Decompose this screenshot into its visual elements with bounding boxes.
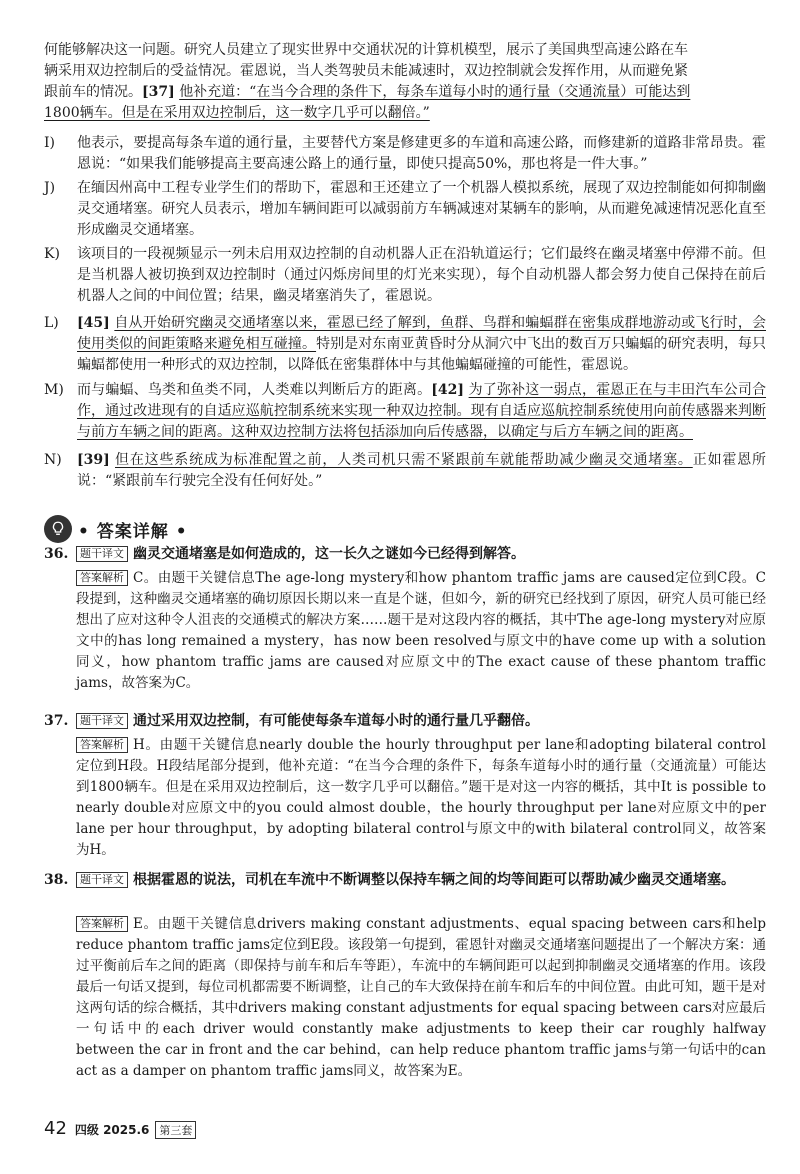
underlined-text: 1800辆车。但是在采用双边控制后，这一数字几乎可以翻倍。” bbox=[44, 105, 430, 121]
stem-translation-tag: 题干译文 bbox=[76, 546, 128, 562]
question-number: 37. bbox=[44, 713, 69, 729]
paragraph-i bbox=[44, 133, 766, 175]
page-footer bbox=[44, 1118, 196, 1139]
paragraph-n bbox=[44, 450, 766, 492]
page-number: 42 bbox=[44, 1118, 67, 1139]
stem-translation-tag: 题干译文 bbox=[76, 872, 128, 888]
stem-translation-tag: 题干译文 bbox=[76, 713, 128, 729]
answer-37 bbox=[76, 735, 766, 861]
underlined-text: 自从开始研究幽灵交通堵塞以来，霍恩已经了解到，鱼群、鸟群和蝙蝠群在密集成群地游动或飞行时，会使用类似的间距策略来避免相互碰撞。 bbox=[77, 315, 766, 352]
paragraph-label: N) bbox=[44, 452, 62, 468]
underlined-text: 但在这些系统成为标准配置之前，人类司机只需不紧跟前车就能帮助减少幽灵交通堵塞。 bbox=[115, 452, 693, 468]
volume-badge: 第三套 bbox=[155, 1121, 196, 1139]
lightbulb-icon bbox=[44, 515, 72, 543]
question-ref-39: [39] bbox=[77, 452, 110, 468]
underlined-text: 为了弥补这一弱点，霍恩正在与丰田汽车公司合作，通过改进现有的自适应巡航控制系统来实现一种双边控制。现有自适应巡航控制系统使用向前传感器来判断与前方车辆之间的距离。这种双边控制方法将包括添加向后传感器，以确定与后方车辆之间的距离。 bbox=[77, 382, 767, 440]
issue-label: 四级 2025.6 bbox=[74, 1123, 150, 1137]
paragraph-pre: 而与蝙蝠、鸟类和鱼类不同，人类难以判断后方的距离。 bbox=[77, 382, 432, 398]
question-37 bbox=[44, 711, 766, 732]
question-title: 根据霍恩的说法，司机在车流中不断调整以保持车辆之间的均等间距可以帮助减少幽灵交通堵塞。 bbox=[133, 872, 735, 888]
intro-line bbox=[44, 82, 766, 103]
question-title: 幽灵交通堵塞是如何造成的，这一长久之谜如今已经得到解答。 bbox=[133, 546, 525, 562]
answer-38 bbox=[76, 914, 766, 1082]
paragraph-l bbox=[44, 313, 766, 376]
answer-36 bbox=[76, 568, 766, 694]
answer-text: E。由题干关键信息drivers making constant adjustments、equal spacing between cars和help reduce phantom traffic jams定位到E段。该段第一句提到，霍恩针对幽灵交通堵塞问题提出了一个解决方案：通过平衡前后车之间的距离（即保持与前车和后车等距），车流中的车辆间距可以起到抑制幽灵交通堵塞的作用。该段最后一句话又提到，每位司机都需要不断调整，让自己的车大致保持在前车和后车的中间位置。由此可知，题干是对这两句话的综合概括，其中drivers making constant adjustments for equal spacing between cars对应最后一句话中的each driver would constantly make adjustments to keep their car roughly halfway between the car in front and the car behind，can help reduce phantom traffic jams与第一句话中的can act as a damper on phantom traffic jams同义，故答案为E。 bbox=[76, 916, 766, 1079]
intro-text: 跟前车的情况。 bbox=[44, 84, 142, 100]
answer-section-heading bbox=[44, 514, 188, 544]
answer-analysis-tag: 答案解析 bbox=[76, 737, 128, 753]
paragraph-text: 他表示，要提高每条车道的通行量，主要替代方案是修建更多的车道和高速公路，而修建新的道路非常昂贵。霍恩说：“如果我们能够提高主要高速公路上的通行量，即使只提高50%，那也将是一件大事。” bbox=[77, 135, 766, 172]
paragraph-rest: 特别是对东南亚黄昏时分从洞穴中飞出的数百万只蝙蝠的研究表明，每只蝙蝠都使用一种形式的双边控制，以降低在密集群体中与其他蝙蝠碰撞的可能性，霍恩说。 bbox=[77, 336, 766, 373]
question-38 bbox=[44, 870, 766, 891]
paragraph-label: K) bbox=[44, 246, 60, 262]
answer-analysis-tag: 答案解析 bbox=[76, 916, 128, 932]
paragraph-text: 该项目的一段视频显示一列未启用双边控制的自动机器人正在沿轨道运行；它们最终在幽灵堵塞中停滞不前。但是当机器人被切换到双边控制时（通过闪烁房间里的灯光来实现），每个自动机器人都会努力使自己保持在前后机器人之间的中间位置；结果，幽灵堵塞消失了，霍恩说。 bbox=[77, 246, 766, 304]
paragraph-rest: 正如霍恩所说：“紧跟前车行驶完全没有任何好处。” bbox=[77, 452, 767, 489]
paragraph-text bbox=[77, 313, 766, 376]
intro-line: 何能够解决这一问题。研究人员建立了现实世界中交通状况的计算机模型，展示了美国典型高速公路在车 bbox=[44, 42, 688, 58]
intro-paragraph bbox=[44, 40, 766, 124]
paragraph-j bbox=[44, 178, 766, 241]
question-ref-42: [42] bbox=[431, 382, 464, 398]
question-title: 通过采用双边控制，有可能使每条车道每小时的通行量几乎翻倍。 bbox=[133, 713, 539, 729]
paragraph-label: J) bbox=[44, 180, 56, 196]
answer-text: C。由题干关键信息The age-long mystery和how phantom traffic jams are caused定位到C段。C段提到，这种幽灵交通堵塞的确切原因长期以来一直是个谜，但如今，新的研究已经找到了原因，研究人员可能已经想出了应对这种令人沮丧的交通模式的解决方案……题干是对这段内容的概括，其中The age-long mystery对应原文中的has long remained a mystery，has now been resolved与原文中的have come up with a solution同义，how phantom traffic jams are caused对应原文中的The exact cause of these phantom traffic jams，故答案为C。 bbox=[76, 570, 766, 691]
paragraph-m bbox=[44, 380, 766, 443]
paragraph-text bbox=[77, 380, 766, 443]
question-number: 38. bbox=[44, 872, 69, 888]
answer-text: H。由题干关键信息nearly double the hourly throughput per lane和adopting bilateral control定位到H段。H段结尾部分提到，他补充道：“在当今合理的条件下，每条车道每小时的通行量（交通流量）可能达到1800辆车。但是在采用双边控制后，这一数字几乎可以翻倍。”题干是对这一内容的概括，其中It is possible to nearly double对应原文中的you could almost double，the hourly throughput per lane对应原文中的per lane per hour throughput，by adopting bilateral control与原文中的with bilateral control同义，故答案为H。 bbox=[76, 737, 766, 858]
question-ref-45: [45] bbox=[77, 315, 110, 331]
paragraph-k bbox=[44, 244, 766, 307]
question-ref-37: [37] bbox=[142, 84, 175, 100]
section-title: • 答案详解 • bbox=[78, 521, 188, 542]
question-number: 36. bbox=[44, 546, 69, 562]
paragraph-label: M) bbox=[44, 382, 64, 398]
paragraph-label: I) bbox=[44, 135, 55, 151]
paragraph-text bbox=[77, 450, 766, 492]
question-36 bbox=[44, 544, 766, 565]
intro-line: 辆采用双边控制后的受益情况。霍恩说，当人类驾驶员未能减速时，双边控制就会发挥作用，从而避免紧 bbox=[44, 63, 688, 79]
paragraph-label: L) bbox=[44, 315, 59, 331]
underlined-text: 他补充道：“在当今合理的条件下，每条车道每小时的通行量（交通流量）可能达到 bbox=[179, 84, 691, 100]
answer-analysis-tag: 答案解析 bbox=[76, 570, 128, 586]
paragraph-text: 在缅因州高中工程专业学生们的帮助下，霍恩和王还建立了一个机器人模拟系统，展现了双边控制能如何抑制幽灵交通堵塞。研究人员表示，增加车辆间距可以减弱前方车辆减速对某辆车的影响，从而避免减速情况恶化直至形成幽灵交通堵塞。 bbox=[77, 180, 766, 238]
